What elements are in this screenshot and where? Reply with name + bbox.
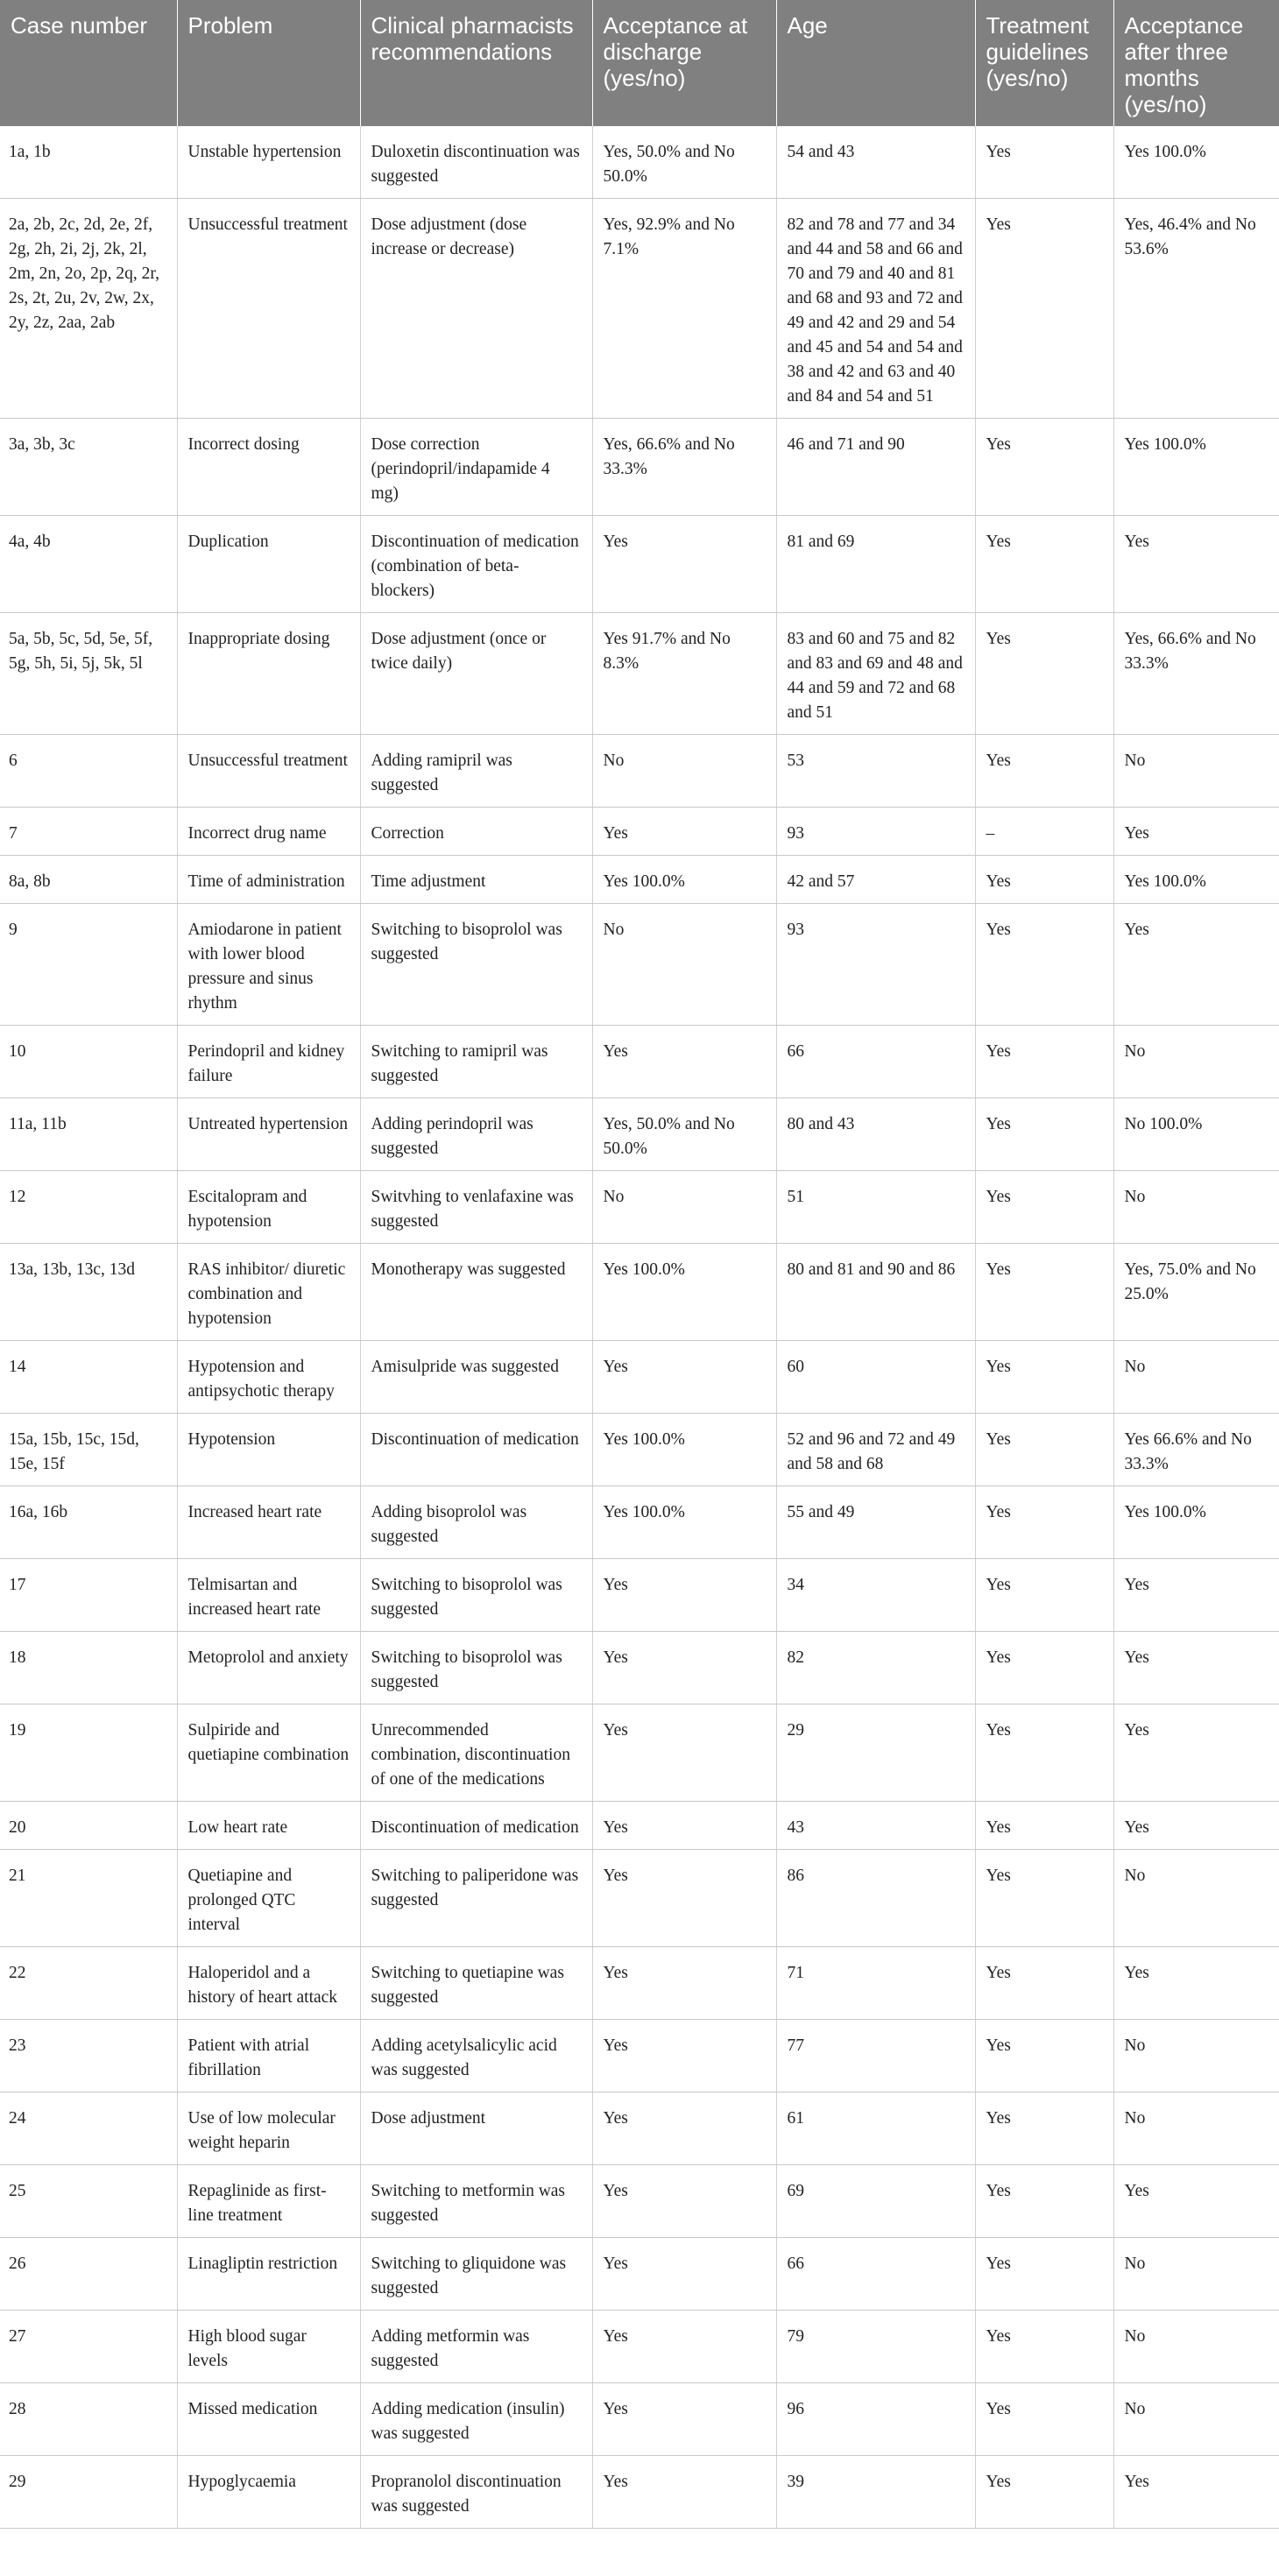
guidelines-cell: Yes [975, 2020, 1113, 2093]
acceptance-three-months-cell: Yes [1113, 2456, 1279, 2529]
case-number-cell: 18 [0, 1632, 177, 1704]
problem-cell: Telmisartan and increased heart rate [177, 1559, 360, 1632]
guidelines-cell: Yes [975, 613, 1113, 735]
guidelines-cell: Yes [975, 1098, 1113, 1171]
acceptance-discharge-cell: Yes 100.0% [592, 856, 776, 904]
problem-cell: Haloperidol and a history of heart attack [177, 1947, 360, 2020]
table-row [0, 1947, 1279, 2020]
recommendation-cell: Dose adjustment (once or twice daily) [360, 613, 592, 735]
guidelines-cell: Yes [975, 419, 1113, 516]
guidelines-cell: Yes [975, 1486, 1113, 1559]
acceptance-three-months-cell: Yes 100.0% [1113, 1486, 1279, 1559]
case-number-cell: 2a, 2b, 2c, 2d, 2e, 2f, 2g, 2h, 2i, 2j, 2k, 2l, 2m, 2n, 2o, 2p, 2q, 2r, 2s, 2t, 2u, 2v, 2w, 2x, 2y, 2z, 2aa, 2ab [0, 199, 177, 419]
age-cell: 60 [776, 1341, 975, 1414]
guidelines-cell: Yes [975, 1026, 1113, 1098]
acceptance-three-months-cell: No [1113, 1850, 1279, 1947]
recommendation-cell: Discontinuation of medication [360, 1414, 592, 1486]
case-number-cell: 13a, 13b, 13c, 13d [0, 1244, 177, 1341]
problem-cell: Hypoglycaemia [177, 2456, 360, 2529]
table-row [0, 1559, 1279, 1632]
acceptance-three-months-cell: Yes, 66.6% and No 33.3% [1113, 613, 1279, 735]
recommendation-cell: Amisulpride was suggested [360, 1341, 592, 1414]
recommendation-cell: Correction [360, 808, 592, 856]
header-treatment-guidelines: Treatment guidelines (yes/no) [975, 0, 1113, 126]
recommendation-cell: Discontinuation of medication (combination of beta-blockers) [360, 516, 592, 613]
table-row [0, 126, 1279, 199]
table-row [0, 1171, 1279, 1244]
problem-cell: Amiodarone in patient with lower blood pressure and sinus rhythm [177, 904, 360, 1026]
acceptance-three-months-cell: No [1113, 2093, 1279, 2165]
table-row [0, 2311, 1279, 2383]
recommendation-cell: Switching to metformin was suggested [360, 2165, 592, 2238]
case-number-cell: 3a, 3b, 3c [0, 419, 177, 516]
age-cell: 79 [776, 2311, 975, 2383]
problem-cell: Untreated hypertension [177, 1098, 360, 1171]
case-number-cell: 19 [0, 1704, 177, 1802]
case-number-cell: 1a, 1b [0, 126, 177, 199]
acceptance-discharge-cell: Yes, 50.0% and No 50.0% [592, 126, 776, 199]
acceptance-three-months-cell: No [1113, 735, 1279, 808]
age-cell: 42 and 57 [776, 856, 975, 904]
acceptance-three-months-cell: Yes [1113, 1559, 1279, 1632]
recommendation-cell: Discontinuation of medication [360, 1802, 592, 1850]
age-cell: 61 [776, 2093, 975, 2165]
problem-cell: Repaglinide as first-line treatment [177, 2165, 360, 2238]
guidelines-cell: – [975, 808, 1113, 856]
case-number-cell: 16a, 16b [0, 1486, 177, 1559]
acceptance-three-months-cell: No [1113, 1171, 1279, 1244]
age-cell: 39 [776, 2456, 975, 2529]
table-row [0, 2238, 1279, 2311]
age-cell: 83 and 60 and 75 and 82 and 83 and 69 and 48 and 44 and 59 and 72 and 68 and 51 [776, 613, 975, 735]
age-cell: 81 and 69 [776, 516, 975, 613]
age-cell: 46 and 71 and 90 [776, 419, 975, 516]
header-row [0, 0, 1279, 126]
problem-cell: Unsuccessful treatment [177, 199, 360, 419]
age-cell: 86 [776, 1850, 975, 1947]
acceptance-discharge-cell: Yes 100.0% [592, 1414, 776, 1486]
acceptance-discharge-cell: Yes [592, 2456, 776, 2529]
age-cell: 80 and 81 and 90 and 86 [776, 1244, 975, 1341]
table-row [0, 419, 1279, 516]
acceptance-three-months-cell: Yes 100.0% [1113, 419, 1279, 516]
acceptance-three-months-cell: No [1113, 2238, 1279, 2311]
table-row [0, 1026, 1279, 1098]
recommendation-cell: Unrecommended combination, discontinuation of one of the medications [360, 1704, 592, 1802]
guidelines-cell: Yes [975, 2093, 1113, 2165]
problem-cell: Unstable hypertension [177, 126, 360, 199]
case-number-cell: 9 [0, 904, 177, 1026]
acceptance-three-months-cell: Yes 100.0% [1113, 126, 1279, 199]
case-number-cell: 21 [0, 1850, 177, 1947]
age-cell: 29 [776, 1704, 975, 1802]
problem-cell: Missed medication [177, 2383, 360, 2456]
case-number-cell: 15a, 15b, 15c, 15d, 15e, 15f [0, 1414, 177, 1486]
age-cell: 82 and 78 and 77 and 34 and 44 and 58 and 66 and 70 and 79 and 40 and 81 and 68 and 93 and 72 and 49 and 42 and 29 and 54 and 45 and 54 and 54 and 38 and 42 and 63 and 40 and 84 and 54 and 51 [776, 199, 975, 419]
table-body [0, 126, 1279, 2529]
acceptance-three-months-cell: No [1113, 1341, 1279, 1414]
table-row [0, 904, 1279, 1026]
acceptance-discharge-cell: Yes [592, 1802, 776, 1850]
case-number-cell: 29 [0, 2456, 177, 2529]
table-row [0, 808, 1279, 856]
table-row [0, 1632, 1279, 1704]
acceptance-discharge-cell: Yes [592, 1704, 776, 1802]
guidelines-cell: Yes [975, 1947, 1113, 2020]
table-row [0, 516, 1279, 613]
recommendation-cell: Switching to paliperidone was suggested [360, 1850, 592, 1947]
guidelines-cell: Yes [975, 516, 1113, 613]
acceptance-discharge-cell: Yes [592, 2311, 776, 2383]
acceptance-three-months-cell: No [1113, 2311, 1279, 2383]
header-recommendations: Clinical pharmacists recommendations [360, 0, 592, 126]
guidelines-cell: Yes [975, 1850, 1113, 1947]
problem-cell: Low heart rate [177, 1802, 360, 1850]
acceptance-discharge-cell: Yes [592, 1947, 776, 2020]
guidelines-cell: Yes [975, 1244, 1113, 1341]
problem-cell: Escitalopram and hypotension [177, 1171, 360, 1244]
case-number-cell: 26 [0, 2238, 177, 2311]
acceptance-three-months-cell: Yes [1113, 1802, 1279, 1850]
age-cell: 66 [776, 1026, 975, 1098]
case-number-cell: 7 [0, 808, 177, 856]
acceptance-three-months-cell: No [1113, 2020, 1279, 2093]
age-cell: 34 [776, 1559, 975, 1632]
case-number-cell: 25 [0, 2165, 177, 2238]
guidelines-cell: Yes [975, 2165, 1113, 2238]
age-cell: 69 [776, 2165, 975, 2238]
recommendation-cell: Adding acetylsalicylic acid was suggested [360, 2020, 592, 2093]
acceptance-discharge-cell: Yes, 50.0% and No 50.0% [592, 1098, 776, 1171]
acceptance-discharge-cell: Yes 100.0% [592, 1486, 776, 1559]
case-number-cell: 11a, 11b [0, 1098, 177, 1171]
case-number-cell: 5a, 5b, 5c, 5d, 5e, 5f, 5g, 5h, 5i, 5j, 5k, 5l [0, 613, 177, 735]
case-number-cell: 14 [0, 1341, 177, 1414]
guidelines-cell: Yes [975, 126, 1113, 199]
acceptance-three-months-cell: No [1113, 2383, 1279, 2456]
case-number-cell: 12 [0, 1171, 177, 1244]
age-cell: 77 [776, 2020, 975, 2093]
acceptance-discharge-cell: Yes [592, 2020, 776, 2093]
table-row [0, 2020, 1279, 2093]
recommendation-cell: Switching to gliquidone was suggested [360, 2238, 592, 2311]
age-cell: 96 [776, 2383, 975, 2456]
table-row [0, 199, 1279, 419]
table-row [0, 613, 1279, 735]
header-age: Age [776, 0, 975, 126]
case-number-cell: 24 [0, 2093, 177, 2165]
age-cell: 52 and 96 and 72 and 49 and 58 and 68 [776, 1414, 975, 1486]
table-header [0, 0, 1279, 126]
acceptance-three-months-cell: Yes 66.6% and No 33.3% [1113, 1414, 1279, 1486]
case-number-cell: 23 [0, 2020, 177, 2093]
acceptance-three-months-cell: Yes, 46.4% and No 53.6% [1113, 199, 1279, 419]
recommendation-cell: Dose adjustment (dose increase or decrease) [360, 199, 592, 419]
recommendation-cell: Monotherapy was suggested [360, 1244, 592, 1341]
problem-cell: Use of low molecular weight heparin [177, 2093, 360, 2165]
guidelines-cell: Yes [975, 1341, 1113, 1414]
problem-cell: Incorrect drug name [177, 808, 360, 856]
age-cell: 53 [776, 735, 975, 808]
acceptance-discharge-cell: Yes [592, 1026, 776, 1098]
table-row [0, 856, 1279, 904]
recommendation-cell: Propranolol discontinuation was suggested [360, 2456, 592, 2529]
table-row [0, 2456, 1279, 2529]
acceptance-discharge-cell: Yes [592, 808, 776, 856]
problem-cell: Patient with atrial fibrillation [177, 2020, 360, 2093]
table-row [0, 1098, 1279, 1171]
problem-cell: High blood sugar levels [177, 2311, 360, 2383]
table-row [0, 1802, 1279, 1850]
age-cell: 71 [776, 1947, 975, 2020]
recommendation-cell: Adding medication (insulin) was suggested [360, 2383, 592, 2456]
acceptance-discharge-cell: Yes 100.0% [592, 1244, 776, 1341]
header-case-number: Case number [0, 0, 177, 126]
guidelines-cell: Yes [975, 904, 1113, 1026]
problem-cell: Linagliptin restriction [177, 2238, 360, 2311]
guidelines-cell: Yes [975, 856, 1113, 904]
age-cell: 93 [776, 808, 975, 856]
acceptance-three-months-cell: Yes [1113, 1632, 1279, 1704]
age-cell: 43 [776, 1802, 975, 1850]
case-number-cell: 10 [0, 1026, 177, 1098]
acceptance-discharge-cell: Yes [592, 1559, 776, 1632]
guidelines-cell: Yes [975, 2383, 1113, 2456]
header-acceptance-three-months: Acceptance after three months (yes/no) [1113, 0, 1279, 126]
table-row [0, 1414, 1279, 1486]
case-number-cell: 8a, 8b [0, 856, 177, 904]
acceptance-three-months-cell: Yes [1113, 904, 1279, 1026]
acceptance-discharge-cell: Yes [592, 1850, 776, 1947]
recommendation-cell: Switching to quetiapine was suggested [360, 1947, 592, 2020]
problem-cell: Sulpiride and quetiapine combination [177, 1704, 360, 1802]
problem-cell: Duplication [177, 516, 360, 613]
table-row [0, 1341, 1279, 1414]
recommendation-cell: Adding bisoprolol was suggested [360, 1486, 592, 1559]
guidelines-cell: Yes [975, 735, 1113, 808]
age-cell: 66 [776, 2238, 975, 2311]
recommendation-cell: Dose adjustment [360, 2093, 592, 2165]
acceptance-three-months-cell: Yes 100.0% [1113, 856, 1279, 904]
case-number-cell: 27 [0, 2311, 177, 2383]
recommendation-cell: Adding metformin was suggested [360, 2311, 592, 2383]
recommendation-cell: Switching to bisoprolol was suggested [360, 904, 592, 1026]
header-acceptance-discharge: Acceptance at discharge (yes/no) [592, 0, 776, 126]
guidelines-cell: Yes [975, 1171, 1113, 1244]
guidelines-cell: Yes [975, 2311, 1113, 2383]
age-cell: 54 and 43 [776, 126, 975, 199]
acceptance-discharge-cell: Yes 91.7% and No 8.3% [592, 613, 776, 735]
table-row [0, 1486, 1279, 1559]
table-row [0, 1244, 1279, 1341]
acceptance-discharge-cell: Yes, 66.6% and No 33.3% [592, 419, 776, 516]
age-cell: 93 [776, 904, 975, 1026]
acceptance-three-months-cell: Yes [1113, 2165, 1279, 2238]
recommendation-cell: Adding ramipril was suggested [360, 735, 592, 808]
guidelines-cell: Yes [975, 1704, 1113, 1802]
problem-cell: Metoprolol and anxiety [177, 1632, 360, 1704]
recommendation-cell: Duloxetin discontinuation was suggested [360, 126, 592, 199]
problem-cell: Hypotension and antipsychotic therapy [177, 1341, 360, 1414]
table-row [0, 2165, 1279, 2238]
acceptance-discharge-cell: Yes [592, 1341, 776, 1414]
guidelines-cell: Yes [975, 1802, 1113, 1850]
guidelines-cell: Yes [975, 2238, 1113, 2311]
recommendation-cell: Switvhing to venlafaxine was suggested [360, 1171, 592, 1244]
acceptance-three-months-cell: Yes [1113, 516, 1279, 613]
recommendation-cell: Switching to ramipril was suggested [360, 1026, 592, 1098]
guidelines-cell: Yes [975, 2456, 1113, 2529]
problem-cell: Hypotension [177, 1414, 360, 1486]
acceptance-discharge-cell: No [592, 735, 776, 808]
acceptance-discharge-cell: Yes [592, 2238, 776, 2311]
guidelines-cell: Yes [975, 1559, 1113, 1632]
acceptance-discharge-cell: Yes [592, 2165, 776, 2238]
acceptance-three-months-cell: Yes, 75.0% and No 25.0% [1113, 1244, 1279, 1341]
acceptance-three-months-cell: Yes [1113, 1947, 1279, 2020]
acceptance-discharge-cell: Yes, 92.9% and No 7.1% [592, 199, 776, 419]
problem-cell: RAS inhibitor/ diuretic combination and hypotension [177, 1244, 360, 1341]
acceptance-discharge-cell: Yes [592, 516, 776, 613]
case-number-cell: 20 [0, 1802, 177, 1850]
guidelines-cell: Yes [975, 1414, 1113, 1486]
table-row [0, 2093, 1279, 2165]
age-cell: 55 and 49 [776, 1486, 975, 1559]
acceptance-three-months-cell: No 100.0% [1113, 1098, 1279, 1171]
header-problem: Problem [177, 0, 360, 126]
problem-cell: Unsuccessful treatment [177, 735, 360, 808]
problem-cell: Quetiapine and prolonged QTC interval [177, 1850, 360, 1947]
recommendation-cell: Switching to bisoprolol was suggested [360, 1559, 592, 1632]
recommendation-cell: Time adjustment [360, 856, 592, 904]
case-number-cell: 22 [0, 1947, 177, 2020]
table-row [0, 2383, 1279, 2456]
age-cell: 80 and 43 [776, 1098, 975, 1171]
guidelines-cell: Yes [975, 199, 1113, 419]
problem-cell: Increased heart rate [177, 1486, 360, 1559]
case-number-cell: 6 [0, 735, 177, 808]
acceptance-three-months-cell: No [1113, 1026, 1279, 1098]
acceptance-three-months-cell: Yes [1113, 1704, 1279, 1802]
problem-cell: Incorrect dosing [177, 419, 360, 516]
case-number-cell: 28 [0, 2383, 177, 2456]
acceptance-discharge-cell: Yes [592, 2093, 776, 2165]
table-row [0, 1850, 1279, 1947]
recommendation-cell: Dose correction (perindopril/indapamide 4 mg) [360, 419, 592, 516]
recommendation-cell: Switching to bisoprolol was suggested [360, 1632, 592, 1704]
acceptance-discharge-cell: No [592, 904, 776, 1026]
acceptance-discharge-cell: Yes [592, 1632, 776, 1704]
table-row [0, 1704, 1279, 1802]
case-number-cell: 4a, 4b [0, 516, 177, 613]
table-row [0, 735, 1279, 808]
problem-cell: Perindopril and kidney failure [177, 1026, 360, 1098]
recommendation-cell: Adding perindopril was suggested [360, 1098, 592, 1171]
age-cell: 82 [776, 1632, 975, 1704]
acceptance-discharge-cell: Yes [592, 2383, 776, 2456]
guidelines-cell: Yes [975, 1632, 1113, 1704]
problem-cell: Time of administration [177, 856, 360, 904]
acceptance-discharge-cell: No [592, 1171, 776, 1244]
case-number-cell: 17 [0, 1559, 177, 1632]
age-cell: 51 [776, 1171, 975, 1244]
problem-cell: Inappropriate dosing [177, 613, 360, 735]
acceptance-three-months-cell: Yes [1113, 808, 1279, 856]
